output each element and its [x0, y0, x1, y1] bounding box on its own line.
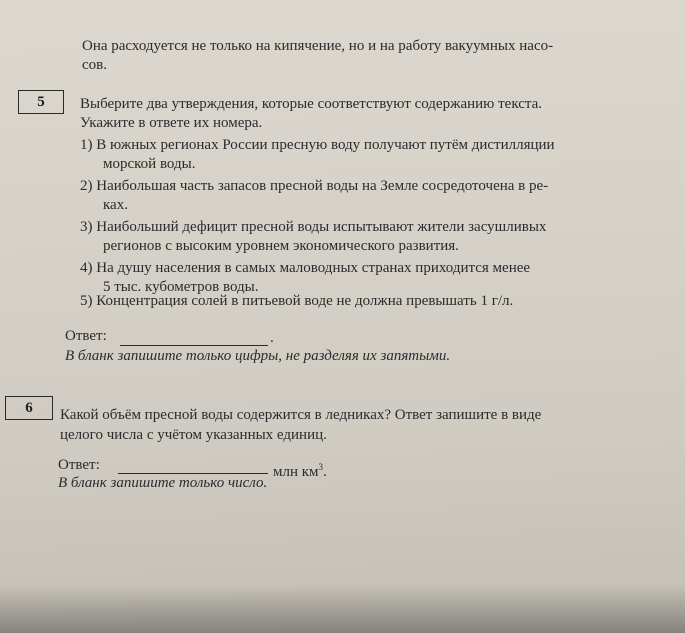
question-5-option-3-line-1: 3) Наибольший дефицит пресной воды испытывают жители засушливых	[80, 219, 547, 235]
question-5-option-1-line-2: морской воды.	[103, 156, 196, 172]
question-6-prompt-line-2: целого числа с учётом указанных единиц.	[60, 427, 327, 443]
question-6-number: 6	[5, 396, 53, 420]
question-5-option-3-line-2: регионов с высоким уровнем экономического развития.	[103, 238, 459, 254]
question-5-answer-label: Ответ:	[65, 328, 107, 344]
question-6-prompt-line-1: Какой объём пресной воды содержится в ледниках? Ответ запишите в виде	[60, 407, 542, 423]
question-5-option-5: 5) Концентрация солей в питьевой воде не должна превышать 1 г/л.	[80, 293, 514, 309]
question-5-option-2-line-1: 2) Наибольшая часть запасов пресной воды на Земле сосредоточена в ре-	[80, 178, 549, 194]
question-5-option-2-line-2: ках.	[103, 197, 128, 213]
question-6-answer-label: Ответ:	[58, 457, 100, 473]
question-6-note: В бланк запишите только число.	[58, 475, 268, 491]
intro-line-1: Она расходуется не только на кипячение, но и на работу вакуумных насо-	[82, 38, 554, 54]
question-5-prompt-line-1: Выберите два утверждения, которые соответствуют содержанию текста.	[80, 96, 543, 112]
question-5-note: В бланк запишите только цифры, не разделяя их запятыми.	[65, 348, 451, 364]
question-5-answer-dot: .	[270, 330, 274, 346]
question-5-option-4-line-2: 5 тыс. кубометров воды.	[103, 279, 259, 295]
question-6-answer-line[interactable]	[118, 473, 268, 474]
question-6-unit: млн $км^3$.	[273, 462, 327, 480]
page-shadow	[0, 585, 685, 633]
question-5-option-4-line-1: 4) На душу населения в самых маловодных странах приходится менее	[80, 260, 531, 276]
question-5-number: 5	[18, 90, 64, 114]
intro-line-2: сов.	[82, 57, 107, 73]
question-5-answer-line[interactable]	[120, 345, 268, 346]
question-5-prompt-line-2: Укажите в ответе их номера.	[80, 115, 263, 131]
question-5-option-1-line-1: 1) В южных регионах России пресную воду получают путём дистилляции	[80, 137, 555, 153]
